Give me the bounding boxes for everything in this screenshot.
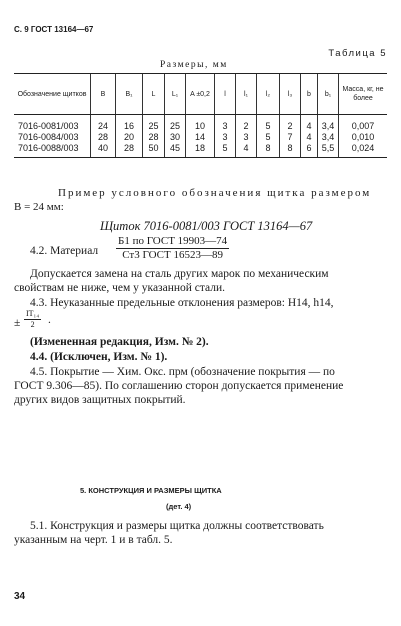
table-cell: 2 <box>280 115 301 132</box>
table-cell: 0,007 <box>339 115 388 132</box>
table-cell: 30 <box>165 131 186 142</box>
table-cell: 8 <box>280 142 301 158</box>
table-cell: 7016-0081/003 <box>18 121 79 131</box>
table-cell: 3 <box>236 131 257 142</box>
table-row <box>14 131 387 142</box>
col-l3: l₃ <box>280 74 301 115</box>
table-cell: 3,4 <box>318 115 339 132</box>
table-cell: 3,4 <box>318 131 339 142</box>
item-5-1-line-1: 5.1. Конструкция и размеры щитка должны соответствовать <box>30 520 324 532</box>
table-cell: 25 <box>165 115 186 132</box>
table-cell: 3 <box>215 131 236 142</box>
item-4-5-line-2: ГОСТ 9.306—85). По соглашению сторон допускается применение <box>14 380 344 392</box>
table-cell: 24 <box>91 115 116 132</box>
table-row <box>14 142 387 158</box>
table-cell: 4 <box>301 115 318 132</box>
tolerance-denominator: 2 <box>30 320 35 329</box>
material-denominator: Ст3 ГОСТ 16523—89 <box>122 249 223 261</box>
col-b1-small: b₁ <box>318 74 339 115</box>
table-cell: 20 <box>116 131 143 142</box>
table-cell: 5 <box>257 115 280 132</box>
col-l2: l₂ <box>257 74 280 115</box>
col-l: L <box>143 74 165 115</box>
table-cell: 10 <box>186 115 215 132</box>
table-cell: 3 <box>215 115 236 132</box>
units-label: Размеры, мм <box>160 60 228 70</box>
item-4-3: 4.3. Неуказанные предельные отклонения размеров: H14, h14, <box>30 297 334 309</box>
table-cell: 18 <box>186 142 215 158</box>
page-header: С. 9 ГОСТ 13164—67 <box>14 25 94 34</box>
table-cell: 45 <box>165 142 186 158</box>
item-5-1-line-2: указанным на черт. 1 и в табл. 5. <box>14 534 173 546</box>
table-cell: 0,010 <box>339 131 388 142</box>
example-line-2: B = 24 мм: <box>14 201 64 213</box>
table-cell: 50 <box>143 142 165 158</box>
table-cell: 28 <box>116 142 143 158</box>
example-designation: Щиток 7016-0081/003 ГОСТ 13164—67 <box>100 219 313 233</box>
table-cell: 5,5 <box>318 142 339 158</box>
col-a: A ±0,2 <box>186 74 215 115</box>
table-cell: 7 <box>280 131 301 142</box>
example-line-1: Пример условного обозначения щитка размером <box>58 187 372 199</box>
table-row <box>14 115 387 132</box>
page-number: 34 <box>14 591 26 602</box>
table-cell: 25 <box>143 115 165 132</box>
item-4-5-line-3: других видов защитных покрытий. <box>14 394 186 406</box>
section-subtitle: (дет. 4) <box>166 502 192 511</box>
col-l-small: l <box>215 74 236 115</box>
table-cell: 14 <box>186 131 215 142</box>
col-designation: Обозначение щитков <box>14 74 91 115</box>
col-b1: B₁ <box>116 74 143 115</box>
table-cell: 6 <box>301 142 318 158</box>
item-4-2-label: 4.2. Материал <box>30 245 99 257</box>
para-replace-2: свойствам не ниже, чем у указанной стали. <box>14 282 226 294</box>
material-fraction <box>116 235 229 262</box>
section-title: 5. КОНСТРУКЦИЯ И РАЗМЕРЫ ЩИТКА <box>80 486 222 495</box>
item-4-4: 4.4. (Исключен, Изм. № 1). <box>30 351 168 363</box>
table-cell: 2 <box>236 115 257 132</box>
col-b-small: b <box>301 74 318 115</box>
table-cell: 7016-0084/003 <box>18 132 79 142</box>
col-l1-small: l₁ <box>236 74 257 115</box>
revision-note: (Измененная редакция, Изм. № 2). <box>30 336 209 348</box>
table-header-row <box>14 74 387 115</box>
dimensions-table <box>14 73 387 158</box>
table-number: Таблица 5 <box>328 48 387 59</box>
col-l1: L₁ <box>165 74 186 115</box>
table-cell: 0,024 <box>339 142 388 158</box>
table-cell: 4 <box>236 142 257 158</box>
col-mass: Масса, кг, не более <box>339 74 388 115</box>
table-cell: 5 <box>215 142 236 158</box>
tolerance-fraction <box>24 309 41 330</box>
table-cell: 7016-0088/003 <box>14 142 91 158</box>
tolerance-sign: ± <box>14 317 21 329</box>
table-cell: 28 <box>143 131 165 142</box>
table-cell: 16 <box>116 115 143 132</box>
table-cell: 8 <box>257 142 280 158</box>
tolerance-end: . <box>48 314 51 326</box>
col-b: B <box>91 74 116 115</box>
item-4-5-line-1: 4.5. Покрытие — Хим. Окс. прм (обозначение покрытия — по <box>30 366 335 378</box>
para-replace-1: Допускается замена на сталь других марок по механическим <box>30 268 329 280</box>
table-cell: 28 <box>91 131 116 142</box>
table-cell: 40 <box>91 142 116 158</box>
table-cell: 5 <box>257 131 280 142</box>
tolerance-numerator: IT₁₄ <box>26 309 40 318</box>
material-numerator: Б1 по ГОСТ 19903—74 <box>118 235 228 247</box>
table-cell: 4 <box>301 131 318 142</box>
